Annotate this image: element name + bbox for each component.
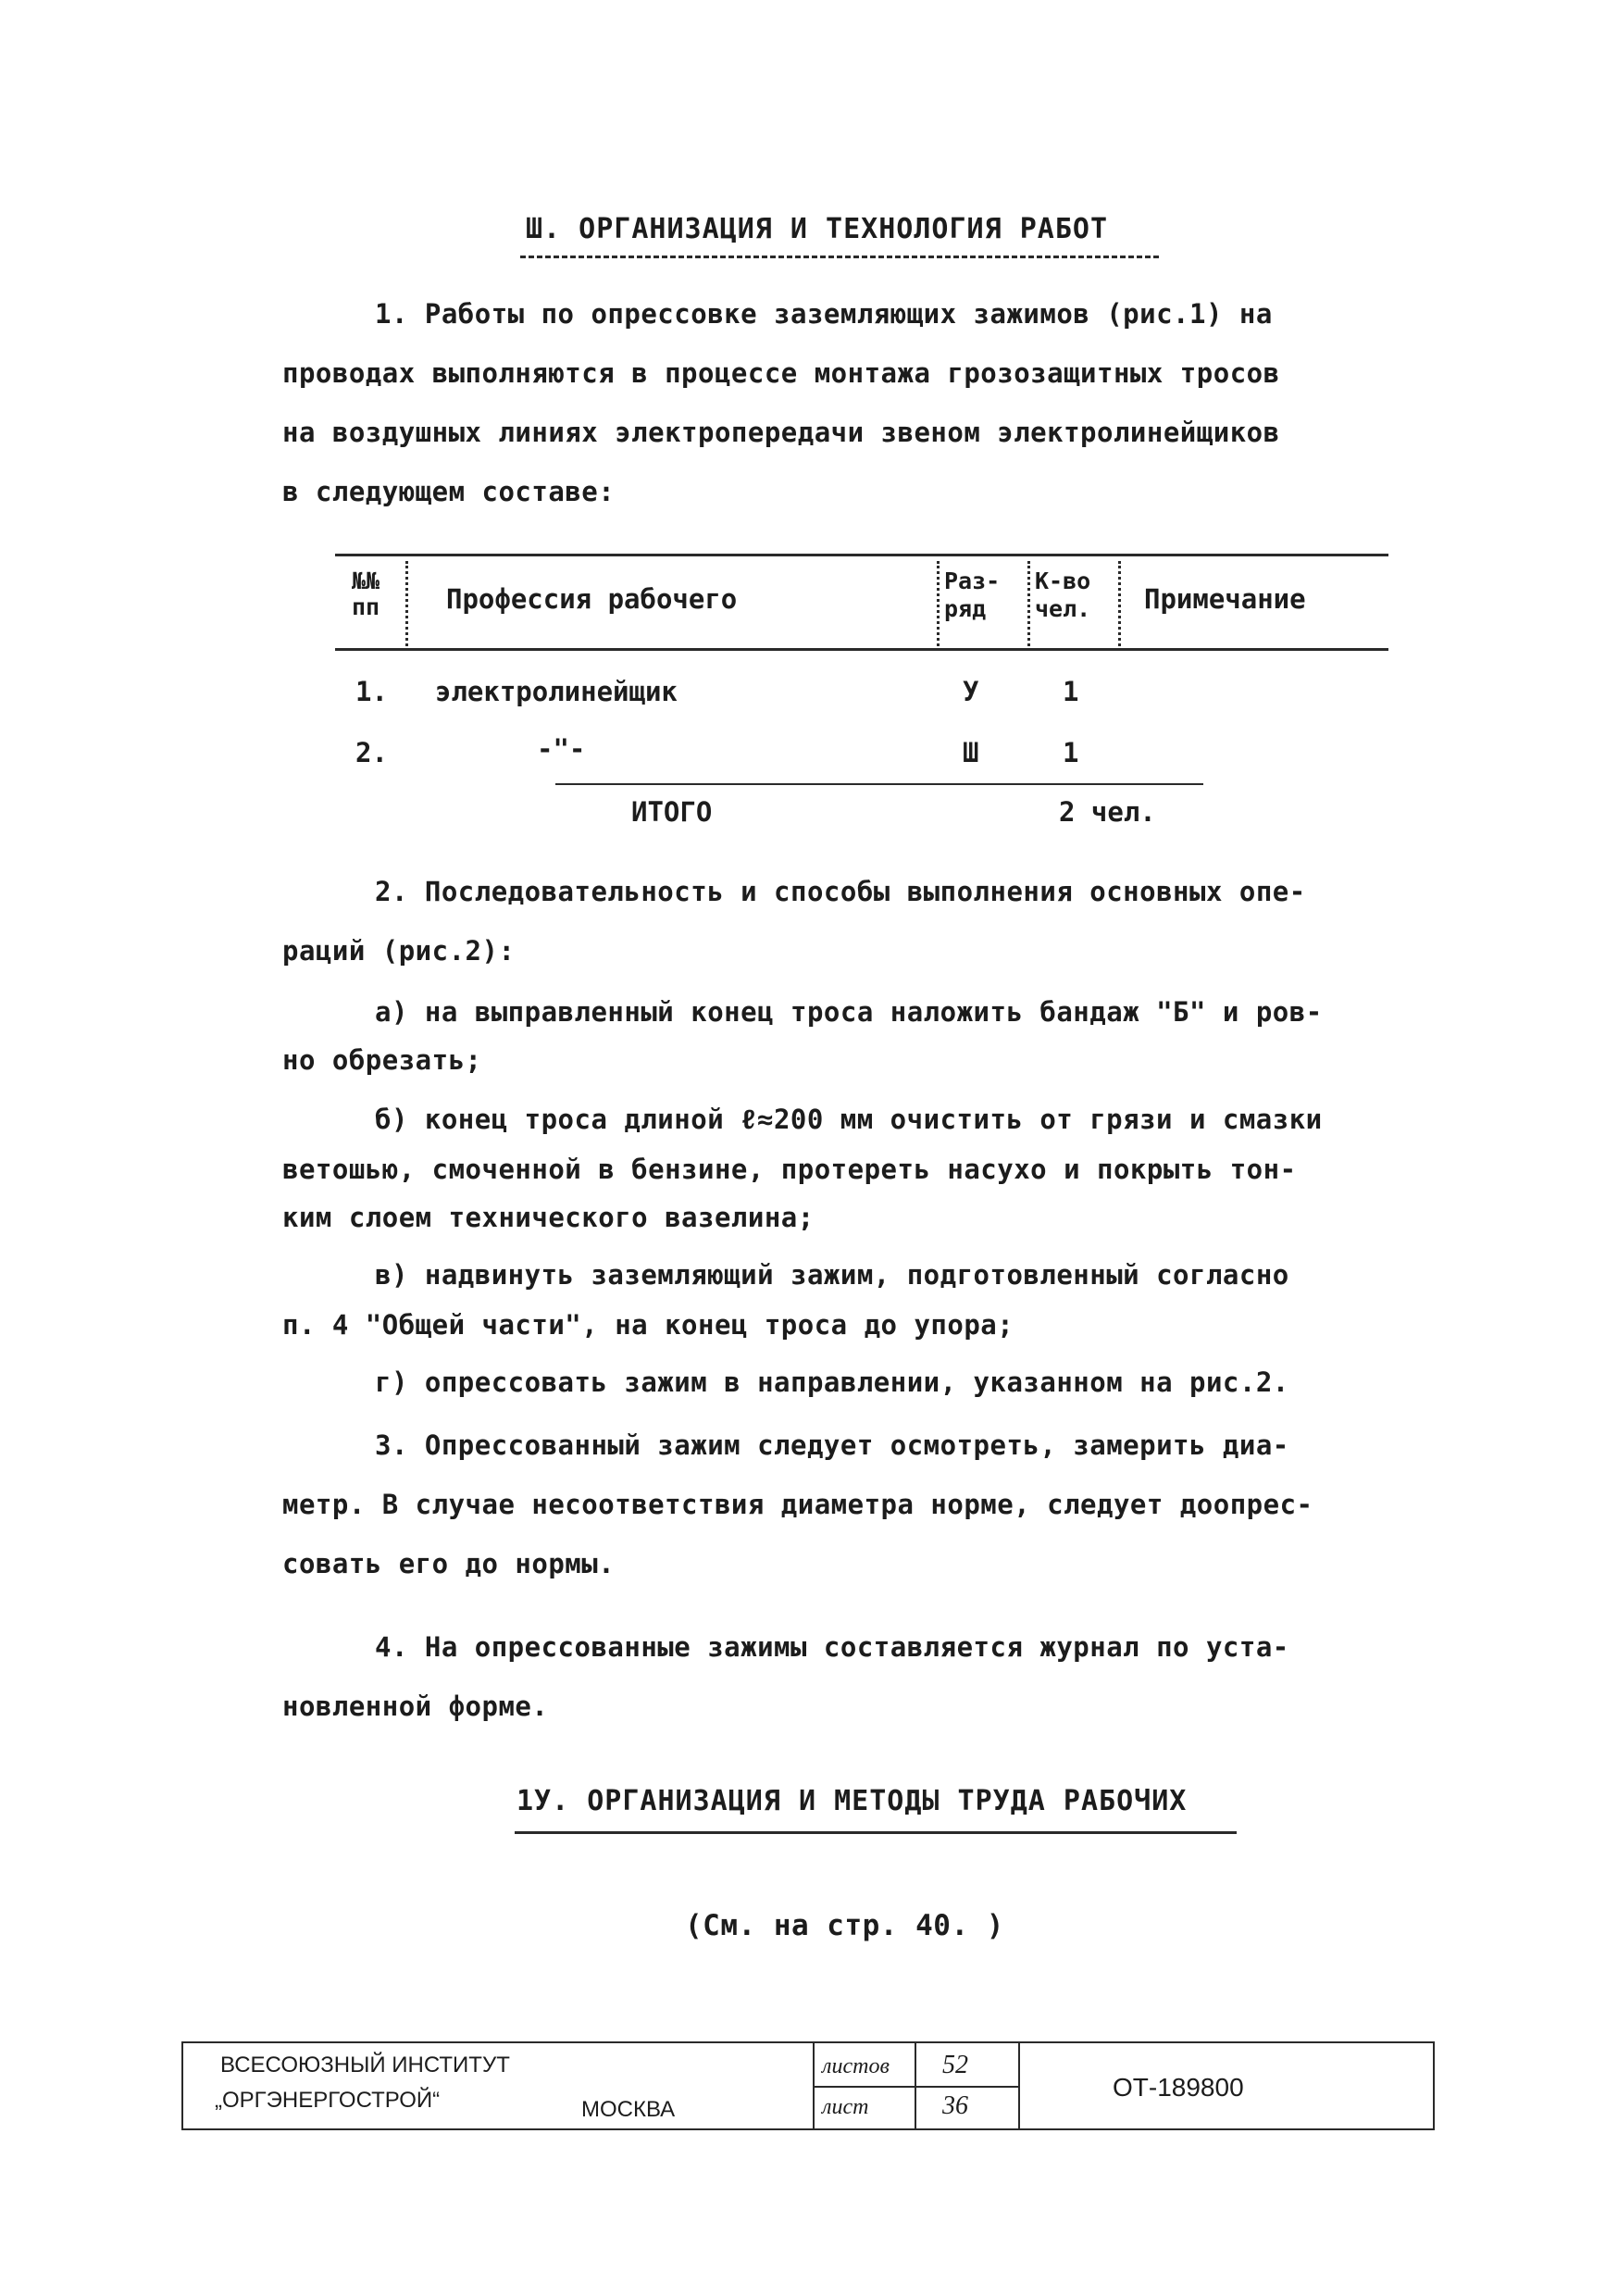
stamp-sheets-value: 52 xyxy=(942,2051,968,2079)
para1-line-4: в следующем составе: xyxy=(282,476,616,507)
para2-line-1: 2. Последовательность и способы выполнения основных опе- xyxy=(375,876,1306,907)
header-count-2: чел. xyxy=(1035,595,1091,622)
section-3-title: Ш. ОРГАНИЗАЦИЯ И ТЕХНОЛОГИЯ РАБОТ xyxy=(526,213,1109,245)
item-b-line-2: ветошью, смоченной в бензине, протереть насухо и покрыть тон- xyxy=(282,1154,1297,1185)
para3-line-3: совать его до нормы. xyxy=(282,1548,616,1579)
row-1-grade: У xyxy=(963,676,979,707)
header-grade-1: Раз- xyxy=(944,568,1001,594)
header-note: Примечание xyxy=(1144,583,1306,615)
para4-line-1: 4. На опрессованные зажимы составляется журнал по уста- xyxy=(375,1631,1289,1663)
row-1-num: 1. xyxy=(355,676,388,707)
stamp-doc-number: ОТ-189800 xyxy=(1113,2073,1244,2102)
item-g-line-1: г) опрессовать зажим в направлении, указанном на рис.2. xyxy=(375,1366,1289,1398)
section-4-title: 1У. ОРГАНИЗАЦИЯ И МЕТОДЫ ТРУДА РАБОЧИХ xyxy=(517,1785,1188,1817)
stamp-sheets-label: листов xyxy=(822,2054,890,2078)
header-profession: Профессия рабочего xyxy=(446,583,738,615)
header-num-1: №№ xyxy=(352,568,380,594)
para1-line-1: 1. Работы по опрессовке заземляющих зажимов (рис.1) на xyxy=(375,298,1273,330)
item-v-line-2: п. 4 "Общей части", на конец троса до упора; xyxy=(282,1309,1014,1341)
header-num-2: пп xyxy=(352,593,380,620)
para4-line-2: новленной форме. xyxy=(282,1691,549,1722)
section-3-underline xyxy=(520,256,1159,258)
item-a-line-2: но обрезать; xyxy=(282,1044,482,1076)
item-b-line-1: б) конец троса длиной ℓ≈200 мм очистить от грязи и смазки xyxy=(375,1104,1323,1135)
row-1-profession: электролинейщик xyxy=(435,676,678,707)
stamp-city: МОСКВА xyxy=(581,2097,676,2122)
para3-line-1: 3. Опрессованный зажим следует осмотреть, замерить диа- xyxy=(375,1429,1289,1461)
col-sep-1 xyxy=(405,561,408,646)
header-count-1: К-во xyxy=(1035,568,1091,594)
para3-line-2: метр. В случае несоответствия диаметра норме, следует доопрес- xyxy=(282,1489,1313,1520)
stamp-sheet-value: 36 xyxy=(942,2091,968,2120)
total-value: 2 чел. xyxy=(1059,796,1156,828)
stamp-org-line-2: „ОРГЭНЕРГОСТРОЙ“ xyxy=(215,2088,441,2113)
item-a-line-1: а) на выправленный конец троса наложить бандаж "Б" и ров- xyxy=(375,996,1323,1028)
row-2-num: 2. xyxy=(355,737,388,768)
item-v-line-1: в) надвинуть заземляющий зажим, подготовленный согласно xyxy=(375,1259,1289,1291)
row-2-count: 1 xyxy=(1063,737,1079,768)
title-block-stamp xyxy=(181,2041,1435,2130)
table-top-rule xyxy=(335,554,1388,556)
section-4-reference: (См. на стр. 40. ) xyxy=(685,1909,1004,1942)
total-rule xyxy=(555,783,1203,785)
para1-line-3: на воздушных линиях электропередачи звеном электролинейщиков xyxy=(282,417,1280,448)
header-grade-2: ряд xyxy=(944,595,987,622)
col-sep-2 xyxy=(937,561,940,646)
total-label: ИТОГО xyxy=(631,796,713,828)
col-sep-3 xyxy=(1027,561,1030,646)
row-1-count: 1 xyxy=(1063,676,1079,707)
stamp-org-line-1: ВСЕСОЮЗНЫЙ ИНСТИТУТ xyxy=(220,2053,510,2078)
col-sep-4 xyxy=(1118,561,1121,646)
row-2-grade: Ш xyxy=(963,737,979,768)
item-b-line-3: ким слоем технического вазелина; xyxy=(282,1202,815,1233)
para1-line-2: проводах выполняются в процессе монтажа грозозащитных тросов xyxy=(282,357,1280,389)
row-2-profession: -"- xyxy=(537,733,586,765)
stamp-mid-rule xyxy=(813,2086,1018,2088)
stamp-sheet-label: лист xyxy=(822,2095,869,2119)
para2-line-2: раций (рис.2): xyxy=(282,935,516,967)
section-4-underline xyxy=(515,1831,1237,1834)
table-header-rule xyxy=(335,648,1388,651)
